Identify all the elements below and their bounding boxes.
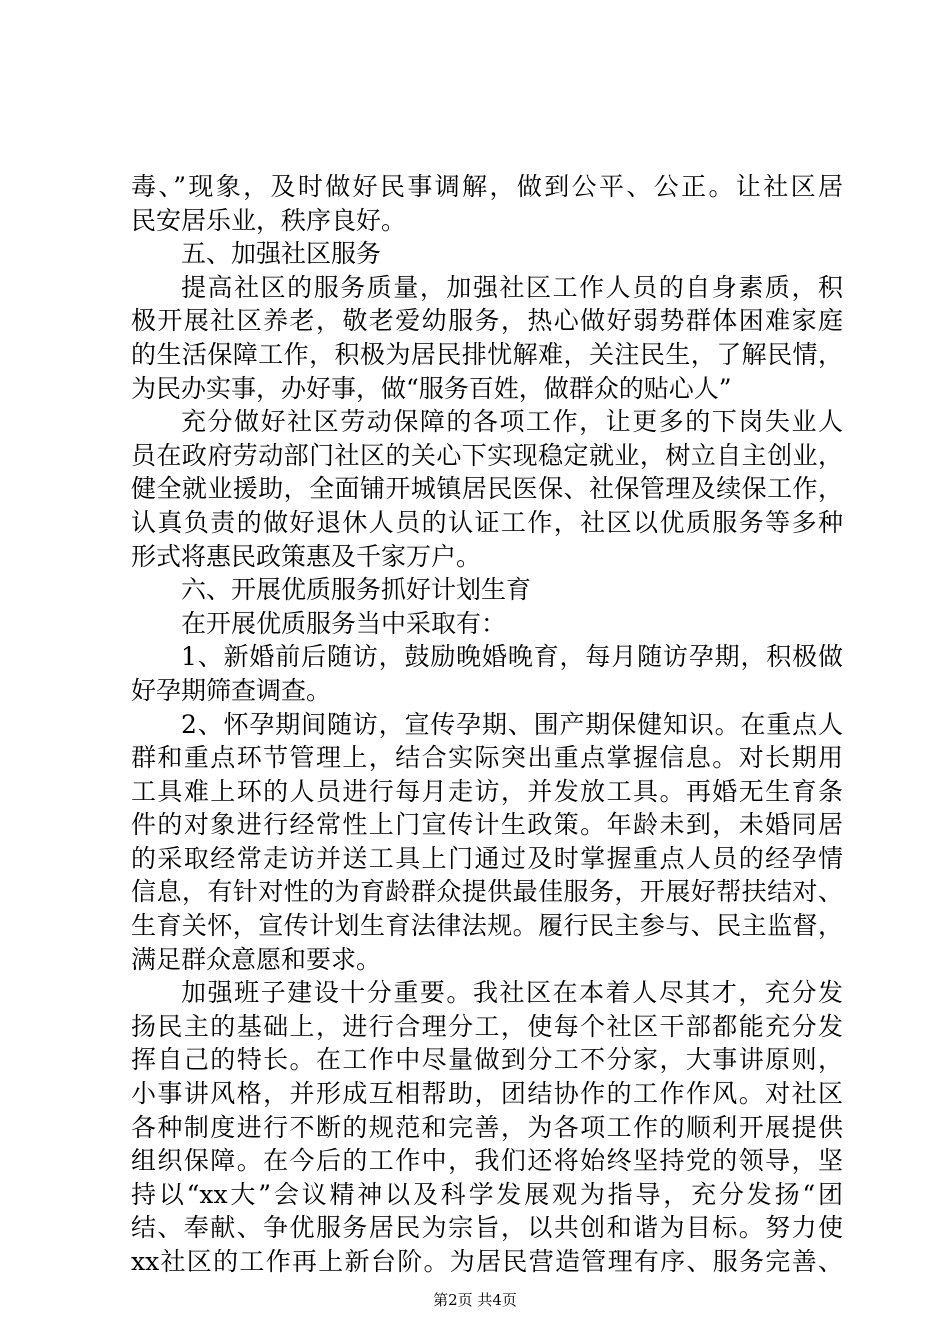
page-number-footer: 第2页 共4页 — [433, 1291, 517, 1309]
text-line: 工具难上环的人员进行每月走访，并发放工具。再婚无生育条 — [131, 776, 843, 806]
text-line: 加强班子建设十分重要。我社区在本着人尽其才，充分发 — [181, 978, 843, 1008]
text-line: 信息，有针对性的为育龄群众提供最佳服务，开展好帮扶结对、 — [131, 877, 843, 907]
text-line: 好孕期筛查调查。 — [131, 675, 332, 705]
text-line: 健全就业援助，全面铺开城镇居民医保、社保管理及续保工作， — [131, 474, 843, 504]
text-line: 的生活保障工作，积极为居民排忧解难，关注民生，了解民情， — [131, 339, 843, 369]
text-line: 的采取经常走访并送工具上门通过及时掌握重点人员的经孕情 — [131, 843, 843, 873]
text-line: 提高社区的服务质量，加强社区工作人员的自身素质，积 — [181, 272, 843, 302]
text-line: 五、加强社区服务 — [181, 239, 382, 269]
text-line: 持以“xx大”会议精神以及科学发展观为指导，充分发扬“团 — [131, 1179, 843, 1209]
text-line: 小事讲风格，并形成互相帮助，团结协作的工作作风。对社区 — [131, 1079, 843, 1109]
text-line: 组织保障。在今后的工作中，我们还将始终坚持党的领导，坚 — [131, 1146, 843, 1176]
text-line: 形式将惠民政策惠及千家万户。 — [131, 541, 482, 571]
text-line: 极开展社区养老，敬老爱幼服务，热心做好弱势群体困难家庭 — [131, 306, 843, 336]
text-line: 1、新婚前后随访，鼓励晚婚晚育，每月随访孕期，积极做 — [181, 642, 843, 672]
text-line: 充分做好社区劳动保障的各项工作，让更多的下岗失业人 — [181, 407, 843, 437]
text-line: 生育关怀，宣传计划生育法律法规。履行民主参与、民主监督， — [131, 911, 843, 941]
text-line: 群和重点环节管理上，结合实际突出重点掌握信息。对长期用 — [131, 743, 843, 773]
text-line: 认真负责的做好退休人员的认证工作，社区以优质服务等多种 — [131, 507, 843, 537]
text-line: 结、奉献、争优服务居民为宗旨，以共创和谐为目标。努力使 — [131, 1213, 843, 1243]
text-line: 各种制度进行不断的规范和完善，为各项工作的顺利开展提供 — [131, 1112, 843, 1142]
text-line: 挥自己的特长。在工作中尽量做到分工不分家，大事讲原则， — [131, 1045, 843, 1075]
text-line: 为民办实事，办好事，做“服务百姓，做群众的贴心人” — [131, 373, 732, 403]
text-line: 六、开展优质服务抓好计划生育 — [181, 575, 532, 605]
text-line: 件的对象进行经常性上门宣传计生政策。年龄未到，未婚同居 — [131, 810, 843, 840]
text-line: 2、怀孕期间随访，宣传孕期、围产期保健知识。在重点人 — [181, 709, 843, 739]
text-line: 毒、”现象，及时做好民事调解，做到公平、公正。让社区居 — [131, 172, 843, 201]
text-line: 在开展优质服务当中采取有： — [181, 608, 507, 638]
text-line: xx社区的工作再上新台阶。为居民营造管理有序、服务完善、 — [131, 1247, 843, 1276]
text-line: 满足群众意愿和要求。 — [131, 944, 382, 974]
document-body — [131, 170, 843, 1279]
text-line: 扬民主的基础上，进行合理分工，使每个社区干部都能充分发 — [131, 1011, 843, 1041]
text-line: 员在政府劳动部门社区的关心下实现稳定就业，树立自主创业， — [131, 440, 843, 470]
text-line: 民安居乐业，秩序良好。 — [131, 205, 407, 235]
